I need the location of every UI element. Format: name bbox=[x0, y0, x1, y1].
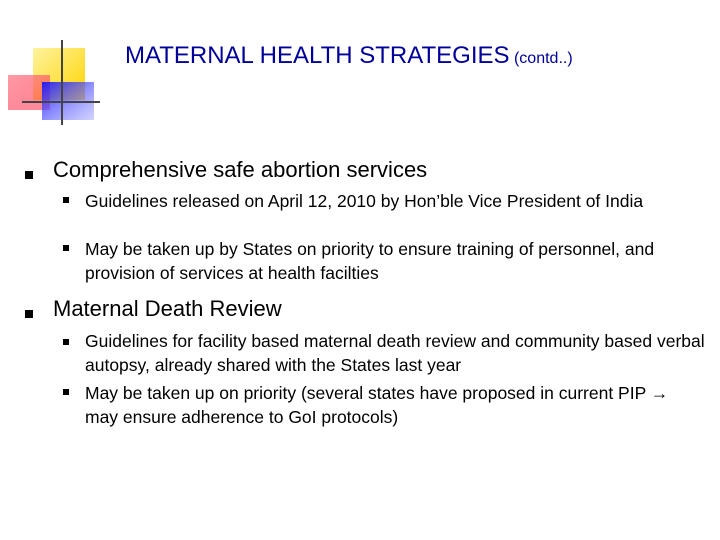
list-item: May be taken up on priority (several states have proposed in current PIP → may ensure adherence to GoI protocols) bbox=[85, 383, 669, 427]
bullet-icon bbox=[63, 339, 69, 345]
bullet-icon bbox=[25, 171, 33, 179]
list-item: May be taken up by States on priority to ensure training of personnel, and provision of services at health facilties bbox=[85, 239, 655, 283]
bullet-icon bbox=[25, 310, 33, 318]
slide-title-suffix: (contd..) bbox=[513, 50, 573, 67]
section-heading: Maternal Death Review bbox=[53, 296, 282, 321]
list-item: Guidelines for facility based maternal death review and community based verbal autopsy, already shared with the States last year bbox=[85, 331, 705, 375]
bullet-icon bbox=[63, 389, 69, 395]
bullet-icon bbox=[63, 245, 69, 251]
corner-decoration bbox=[0, 0, 110, 130]
slide-title bbox=[125, 42, 573, 70]
section-heading: Comprehensive safe abortion services bbox=[53, 157, 428, 182]
bullet-icon bbox=[63, 197, 69, 203]
list-item: Guidelines released on April 12, 2010 by Hon’ble Vice President of India bbox=[85, 191, 644, 211]
slide-title-main: MATERNAL HEALTH STRATEGIES bbox=[125, 42, 510, 69]
